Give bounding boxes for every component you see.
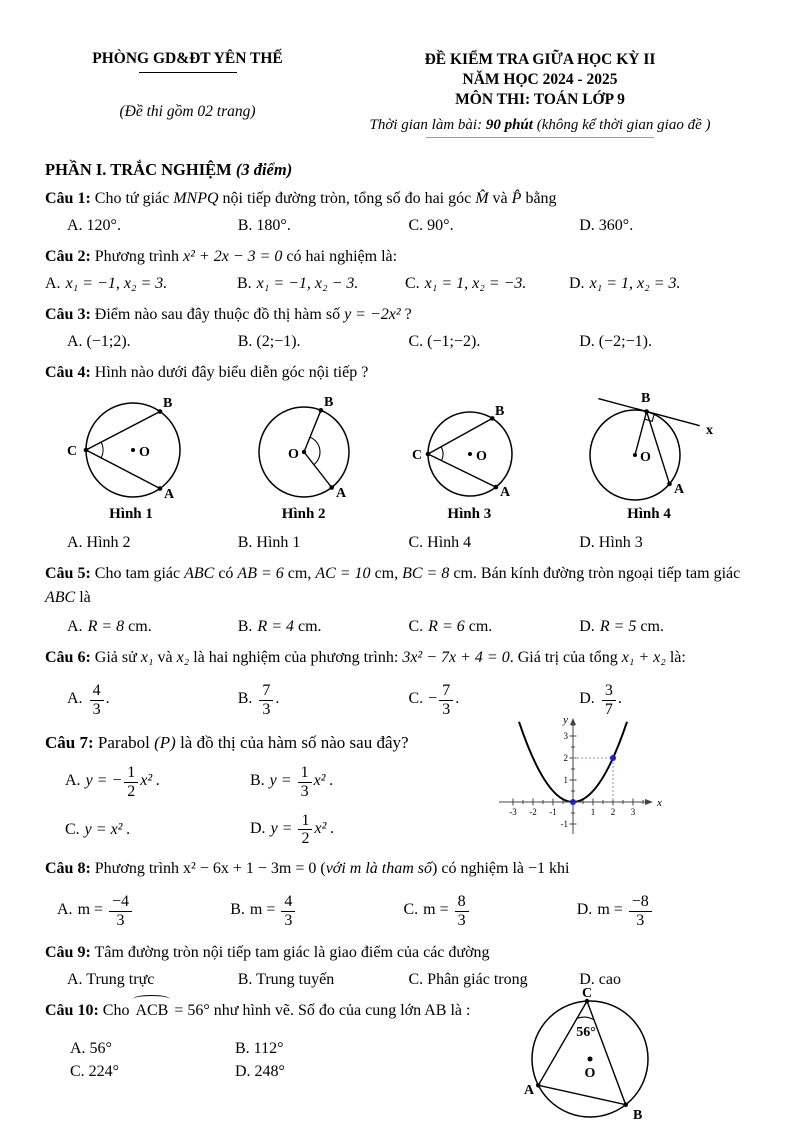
question-1-options [45, 214, 750, 238]
option-a: A. R = 8 cm. [67, 618, 152, 636]
x-axis-label: x [657, 797, 662, 809]
subject: MÔN THI: TOÁN LỚP 9 [455, 91, 625, 109]
question-2 [45, 245, 750, 296]
fraction: $\frac{-4}{3}$ [109, 893, 132, 929]
option-d: D. 248° [235, 1062, 285, 1080]
option-a: A. 120°. [67, 217, 121, 235]
figure-hinh-2 [242, 394, 366, 523]
x-tick: 2 [610, 807, 616, 817]
option-a: A. y = − $\frac{1}{2}$ x² . [65, 764, 161, 800]
question-2-label: Câu 2: [45, 248, 91, 266]
question-5-options [45, 615, 750, 639]
exam-title: ĐỀ KIỂM TRA GIỮA HỌC KỲ II [424, 51, 656, 68]
question-9-text: Câu 9: Tâm đường tròn nội tiếp tam giác là giao điểm của các đường [45, 944, 490, 962]
marked-point-2-2 [610, 755, 616, 761]
fraction: $\frac{7}{3}$ [259, 682, 273, 718]
question-8-options [45, 888, 750, 934]
option-d: D. x₁ = 1, x₂ = 3. [569, 275, 681, 293]
department-name: PHÒNG GD&ĐT YÊN THẾ [92, 50, 283, 67]
option-c: C. Phân giác trong [408, 971, 528, 988]
option-d: D. $\frac{3}{7}$ . [579, 682, 622, 718]
question-4-options [45, 531, 750, 555]
center-label-o: O [476, 448, 488, 464]
point-label-b: B [640, 390, 651, 406]
point-label-a: A [335, 485, 346, 501]
point-label-b: B [163, 395, 173, 411]
question-5-label: Câu 5: [45, 564, 91, 582]
option-a: A. m = $\frac{-4}{3}$ [57, 893, 230, 929]
origin-point [570, 799, 576, 805]
point-label-c: C [581, 987, 593, 1001]
question-1 [45, 187, 750, 238]
header-left [45, 50, 330, 138]
option-c: C. R = 6 cm. [408, 618, 493, 636]
inscribed-angle-56-figure [512, 987, 674, 1122]
question-3-label: Câu 3: [45, 306, 91, 324]
question-8 [45, 857, 750, 934]
y-tick: -1 [560, 819, 568, 829]
option-a: A. 56° [70, 1039, 112, 1057]
point-label-b: B [495, 403, 505, 419]
option-b: B. $\frac{7}{3}$ . [237, 682, 280, 718]
point-label-a: A [673, 481, 685, 497]
question-10-options [45, 1040, 450, 1081]
figure-caption: Hình 4 [627, 505, 671, 522]
pages-note: (Đề thi gồm 02 trang) [119, 103, 256, 120]
option-a: A. x₁ = −1, x₂ = 3. [45, 275, 168, 293]
question-9 [45, 941, 750, 992]
option-d: D. Hình 3 [579, 533, 643, 551]
figure-hinh-3 [410, 400, 528, 523]
option-b: B. 180°. [237, 217, 291, 235]
time-duration: 90 phút [485, 117, 533, 134]
point-label-c: C [412, 447, 423, 463]
center-label-o: O [139, 444, 150, 460]
option-c: C. x₁ = 1, x₂ = −3. [405, 275, 527, 293]
point-label-a: A [164, 486, 175, 502]
question-1-label: Câu 1: [45, 190, 91, 208]
fraction: $\frac{7}{3}$ [439, 682, 453, 718]
option-b: B. 112° [235, 1039, 284, 1057]
fraction: $\frac{4}{3}$ [90, 682, 104, 718]
x-tick: -1 [549, 807, 557, 817]
y-axis-label: y [563, 714, 568, 726]
header [45, 50, 750, 138]
inscribed-angle-figure-1 [65, 394, 197, 506]
option-c: C. Hình 4 [408, 533, 472, 551]
fraction: $\frac{3}{7}$ [602, 682, 616, 718]
fraction: $\frac{4}{3}$ [281, 893, 295, 929]
question-4 [45, 361, 750, 555]
question-10-label: Câu 10: [45, 1002, 99, 1019]
point-label-b: B [323, 394, 333, 410]
parabola-plot [495, 714, 665, 839]
tangent-chord-figure-4 [573, 390, 725, 506]
option-d: D. m = $\frac{-8}{3}$ [577, 893, 750, 929]
fraction: $\frac{8}{3}$ [455, 893, 469, 929]
angle-figure-3 [410, 400, 528, 506]
option-b: B. Hình 1 [237, 533, 301, 551]
time-limit [330, 117, 750, 134]
option-d: D. R = 5 cm. [579, 618, 664, 636]
question-6-label: Câu 6: [45, 649, 91, 667]
question-10 [45, 987, 750, 1122]
question-6 [45, 646, 750, 723]
point-label-a: A [500, 484, 511, 500]
x-tick: 1 [590, 807, 596, 817]
fraction: $\frac{1}{2}$ [298, 812, 312, 848]
section-1-title: PHẦN I. TRẮC NGHIỆM [45, 160, 236, 180]
question-2-options [45, 272, 750, 296]
fraction: $\frac{-8}{3}$ [629, 893, 652, 929]
option-a: A. Trung trực [67, 971, 155, 988]
question-1-text: Câu 1: Cho tứ giác MNPQ nội tiếp đường tròn, tổng số đo hai góc M̂ và P̂ bằng [45, 190, 557, 208]
central-angle-figure-2 [242, 394, 366, 506]
option-d: D. (−2;−1). [579, 332, 652, 350]
question-7-label: Câu 7: [45, 733, 94, 752]
figure-caption: Hình 2 [281, 505, 326, 522]
option-d: D. y = $\frac{1}{2}$ x² . [250, 811, 335, 848]
question-9-label: Câu 9: [45, 944, 91, 962]
angle-value-label: 56° [576, 1025, 596, 1040]
option-c: C. 90°. [408, 217, 454, 235]
option-c: C. m = $\frac{8}{3}$ [404, 893, 577, 929]
time-suffix: (không kể thời gian giao đề ) [532, 117, 711, 134]
center-label-o: O [287, 446, 299, 462]
parabola-graph [495, 714, 665, 839]
option-a: A. Hình 2 [67, 533, 131, 551]
section-1-heading [45, 160, 750, 180]
y-tick: 2 [563, 753, 568, 763]
figure-caption: Hình 1 [109, 505, 153, 522]
question-3 [45, 303, 750, 354]
center-label-o: O [584, 1066, 596, 1081]
point-label-a: A [524, 1083, 535, 1098]
option-b: B. x₁ = −1, x₂ − 3. [237, 275, 359, 293]
x-tick: -2 [529, 807, 537, 817]
option-c: C. y = x² . [65, 820, 131, 838]
section-1-points: (3 điểm) [235, 160, 293, 180]
circle-figure-q10 [512, 987, 674, 1122]
option-d: D. cao [579, 971, 622, 988]
fraction: $\frac{1}{3}$ [298, 764, 312, 800]
question-4-text: Câu 4: Hình nào dưới đây biểu diễn góc nội tiếp ? [45, 363, 369, 381]
y-tick: 1 [563, 775, 568, 785]
question-4-label: Câu 4: [45, 363, 91, 381]
option-c: C. − $\frac{7}{3}$ . [408, 682, 460, 718]
option-a: A. $\frac{4}{3}$ . [67, 682, 110, 718]
question-3-options [45, 330, 750, 354]
option-b: B. y = $\frac{1}{3}$ x² . [250, 764, 334, 800]
time-prefix: Thời gian làm bài: [369, 117, 486, 134]
fraction: $\frac{1}{2}$ [124, 764, 138, 800]
figure-hinh-1 [65, 394, 197, 523]
question-7-text: Câu 7: Parabol (P) là đồ thị của hàm số nào sau đây? [45, 733, 409, 752]
y-tick: 3 [563, 731, 568, 741]
question-6-text: Câu 6: Giả sử x₁ và x₂ là hai nghiệm của phương trình: 3x² − 7x + 4 = 0. Giá trị của tổng x₁ + x₂ là: [45, 649, 686, 667]
question-5-text: Câu 5: Cho tam giác ABC có AB = 6 cm, AC = 10 cm, BC = 8 cm. Bán kính đường tròn ngoại tiếp tam giác ABC là [45, 564, 741, 607]
question-7-options [45, 764, 505, 847]
option-c: C. 224° [70, 1062, 120, 1080]
header-right-rule [426, 137, 654, 138]
question-8-text: Câu 8: Phương trình x² − 6x + 1 − 3m = 0 (với m là tham số) có nghiệm là −1 khi [45, 860, 570, 878]
question-2-text: Câu 2: Phương trình x² + 2x − 3 = 0 có hai nghiệm là: [45, 248, 398, 266]
question-10-text: Câu 10: Cho ACB = 56° như hình vẽ. Số đo của cung lớn AB là : [45, 999, 750, 1024]
point-label-b: B [633, 1108, 643, 1122]
question-3-text: Câu 3: Điểm nào sau đây thuộc đồ thị hàm số y = −2x² ? [45, 306, 412, 324]
option-d: D. 360°. [579, 217, 634, 235]
arc-angle-acb: ACB [133, 999, 170, 1024]
center-label-o: O [639, 449, 651, 465]
question-7 [45, 714, 750, 848]
option-b: B. (2;−1). [237, 332, 301, 350]
x-tick: -3 [509, 807, 517, 817]
option-b: B. m = $\frac{4}{3}$ [230, 893, 403, 929]
figure-hinh-4 [573, 390, 725, 523]
question-5 [45, 562, 750, 640]
point-label-c: C [67, 443, 78, 459]
question-8-label: Câu 8: [45, 860, 91, 878]
header-right [330, 50, 750, 138]
question-4-figures [45, 390, 750, 523]
option-b: B. Trung tuyến [237, 971, 335, 988]
header-left-rule [139, 72, 237, 73]
school-year: NĂM HỌC 2024 - 2025 [462, 71, 618, 89]
option-c: C. (−1;−2). [408, 332, 481, 350]
ray-label-x: x [705, 422, 713, 438]
figure-caption: Hình 3 [447, 505, 492, 522]
option-a: A. (−1;2). [67, 332, 131, 350]
x-tick: 3 [630, 807, 636, 817]
option-b: B. R = 4 cm. [237, 618, 322, 636]
